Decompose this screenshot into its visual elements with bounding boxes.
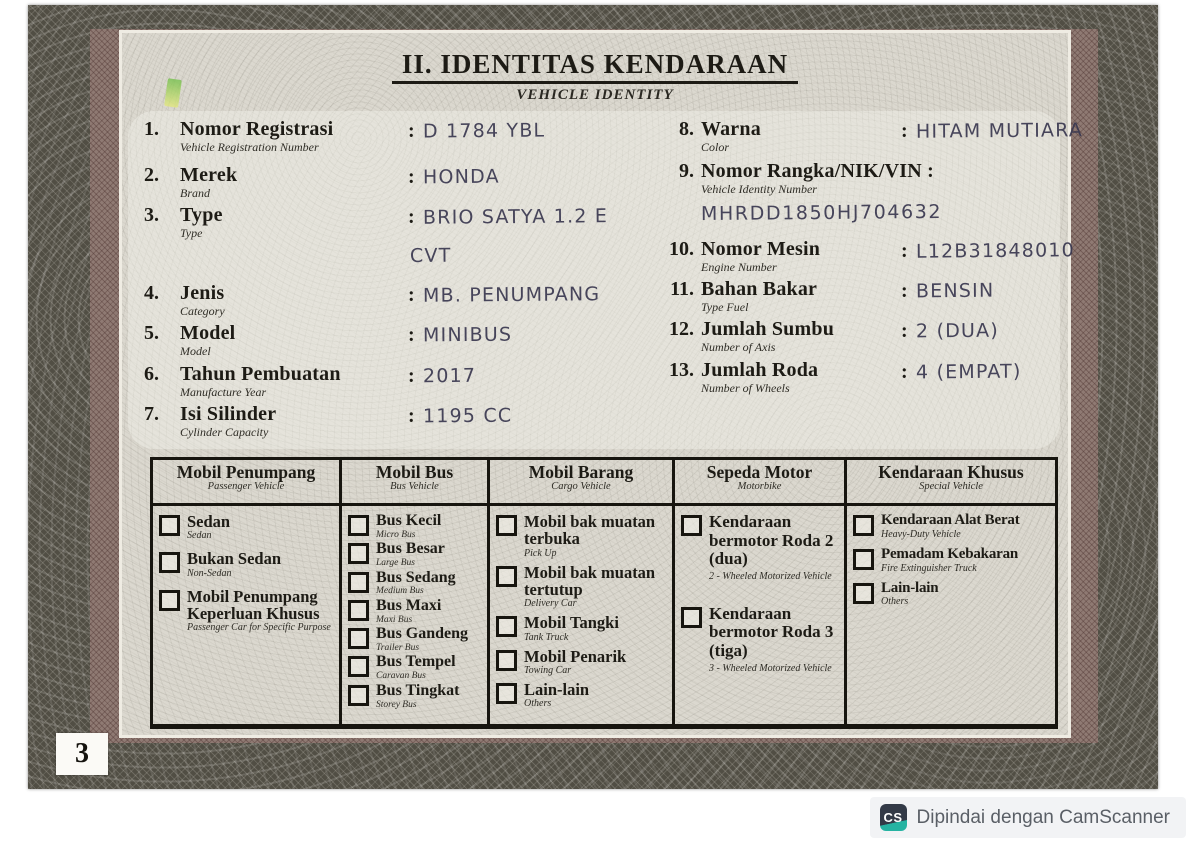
- field-label: Jenis: [180, 282, 225, 304]
- colon-separator: :: [901, 120, 908, 142]
- colon-separator: :: [901, 240, 908, 262]
- field-jenis: [144, 283, 652, 323]
- vehicle-class-table: [150, 457, 1058, 729]
- field-sublabel: Category: [180, 304, 225, 318]
- field-number: 10.: [669, 238, 694, 260]
- camscanner-logo-icon: CS: [880, 804, 907, 831]
- col-header-kendaraan-khusus: Kendaraan Khusus Special Vehicle: [844, 460, 1055, 506]
- page-subtitle: VEHICLE IDENTITY: [516, 87, 674, 103]
- field-sublabel: Number of Wheels: [701, 381, 790, 395]
- merek-value: HONDA: [422, 165, 500, 189]
- col-header-mobil-bus: Mobil Bus Bus Vehicle: [339, 460, 487, 506]
- field-label: Warna: [701, 118, 761, 140]
- document-header: [122, 49, 1068, 104]
- colon-separator: :: [408, 365, 415, 387]
- checkbox-roda-2-icon: [681, 515, 702, 536]
- colon-separator: :: [408, 166, 415, 188]
- colon-separator: :: [408, 324, 415, 346]
- nomor-registrasi-value: D 1784 YBL: [422, 119, 546, 143]
- colon-separator: :: [408, 405, 415, 427]
- camscanner-badge: [870, 797, 1187, 838]
- camscanner-label: Dipindai dengan CamScanner: [916, 806, 1170, 828]
- field-label: Merek: [180, 164, 238, 186]
- checkbox-mobil-tangki-icon: [496, 616, 517, 637]
- field-sublabel: Cylinder Capacity: [180, 425, 269, 439]
- option-roda-3: Kendaraan bermotor Roda 3 (tiga) 3 - Wheeled Motorized Vehicle: [681, 605, 840, 675]
- checkbox-khusus-lain-lain-icon: [853, 583, 874, 604]
- checkbox-bus-tempel-icon: [348, 656, 369, 677]
- option-barang-lain-lain: Lain-lain Others: [496, 681, 668, 709]
- field-label: Model: [180, 322, 236, 344]
- field-tahun-pembuatan: [144, 364, 652, 404]
- option-bus-tingkat: Bus Tingkat Storey Bus: [348, 683, 483, 710]
- field-jumlah-roda: [655, 360, 1068, 404]
- option-roda-2: Kendaraan bermotor Roda 2 (dua) 2 - Wheeled Motorized Vehicle: [681, 513, 840, 583]
- page-title: II. IDENTITAS KENDARAAN: [392, 49, 798, 84]
- field-number: 11.: [670, 278, 694, 300]
- checkbox-bus-besar-icon: [348, 543, 369, 564]
- field-label: Type: [180, 204, 223, 226]
- field-label: Tahun Pembuatan: [180, 363, 341, 385]
- field-sublabel: Color: [701, 140, 730, 154]
- checkbox-bus-tingkat-icon: [348, 685, 369, 706]
- checkbox-bukan-sedan-icon: [159, 552, 180, 573]
- fields-column-left: [144, 119, 652, 448]
- field-model: [144, 323, 652, 364]
- col-header-mobil-penumpang: Mobil Penumpang Passenger Vehicle: [153, 460, 339, 506]
- field-sublabel: Type: [180, 226, 203, 240]
- field-label: Jumlah Roda: [701, 359, 819, 381]
- option-bak-terbuka: Mobil bak muatan terbuka Pick Up: [496, 513, 668, 559]
- isi-silinder-value: 1195 CC: [422, 404, 513, 428]
- fields-column-right: [655, 118, 1083, 404]
- option-bus-gandeng: Bus Gandeng Trailer Bus: [348, 626, 483, 653]
- field-sublabel: Vehicle Identity Number: [701, 182, 817, 196]
- option-alat-berat: Kendaraan Alat Berat Heavy-Duty Vehicle: [853, 513, 1051, 540]
- field-warna: [655, 118, 1083, 161]
- tahun-pembuatan-value: 2017: [422, 364, 476, 388]
- type-value-line1: BRIO SATYA 1.2 E: [422, 205, 608, 229]
- field-label: Nomor Registrasi: [180, 118, 334, 140]
- col-body-mobil-bus: [339, 506, 487, 724]
- checkbox-barang-lain-lain-icon: [496, 683, 517, 704]
- field-label: Bahan Bakar: [701, 278, 818, 300]
- option-bus-kecil: Bus Kecil Micro Bus: [348, 513, 483, 540]
- checkbox-bus-kecil-icon: [348, 515, 369, 536]
- field-number: 5.: [144, 322, 159, 344]
- field-nomor-mesin: [655, 238, 1075, 279]
- colon-separator: :: [901, 320, 908, 342]
- option-mobil-penumpang-khusus: Mobil Penumpang Keperluan Khusus Passenger Car for Specific Purpose: [159, 588, 335, 634]
- field-sublabel: Engine Number: [701, 260, 777, 274]
- option-bus-tempel: Bus Tempel Caravan Bus: [348, 654, 483, 681]
- field-isi-silinder: [144, 404, 652, 448]
- field-number: 12.: [669, 318, 694, 340]
- checkbox-bus-sedang-icon: [348, 572, 369, 593]
- field-sublabel: Manufacture Year: [180, 385, 267, 399]
- option-bukan-sedan: Bukan Sedan Non-Sedan: [159, 550, 335, 578]
- jumlah-roda-value: 4 (EMPAT): [915, 360, 1022, 384]
- field-number: 4.: [144, 282, 159, 304]
- checkbox-bus-gandeng-icon: [348, 628, 369, 649]
- checkbox-bak-terbuka-icon: [496, 515, 517, 536]
- field-number: 6.: [144, 363, 159, 385]
- option-mobil-tangki: Mobil Tangki Tank Truck: [496, 614, 668, 642]
- field-sublabel: Brand: [180, 186, 210, 200]
- guilloche-border: [90, 29, 1098, 743]
- colon-separator: :: [408, 120, 415, 142]
- col-body-kendaraan-khusus: [844, 506, 1055, 724]
- document-interior: [122, 33, 1083, 735]
- checkbox-mobil-penarik-icon: [496, 650, 517, 671]
- field-number: 7.: [144, 403, 159, 425]
- option-mobil-penarik: Mobil Penarik Towing Car: [496, 648, 668, 676]
- colon-separator: :: [408, 206, 415, 228]
- warna-value: HITAM MUTIARA: [915, 119, 1083, 143]
- field-number: 2.: [144, 164, 159, 186]
- option-bus-maxi: Bus Maxi Maxi Bus: [348, 598, 483, 625]
- col-header-mobil-barang: Mobil Barang Cargo Vehicle: [487, 460, 672, 506]
- checkbox-bus-maxi-icon: [348, 600, 369, 621]
- option-pemadam-kebakaran: Pemadam Kebakaran Fire Extinguisher Truck: [853, 547, 1051, 574]
- col-body-mobil-barang: [487, 506, 672, 724]
- field-sublabel: Vehicle Registration Number: [180, 140, 319, 154]
- page-number: 3: [56, 733, 108, 775]
- col-body-mobil-penumpang: [153, 506, 339, 724]
- colon-separator: :: [901, 361, 908, 383]
- bahan-bakar-value: BENSIN: [915, 279, 995, 303]
- field-number: 1.: [144, 118, 159, 140]
- checkbox-bak-tertutup-icon: [496, 566, 517, 587]
- field-type: [144, 205, 652, 283]
- field-label: Isi Silinder: [180, 403, 277, 425]
- col-header-sepeda-motor: Sepeda Motor Motorbike: [672, 460, 844, 506]
- nomor-mesin-value: L12B31848010: [915, 239, 1075, 263]
- field-sublabel: Number of Axis: [701, 340, 776, 354]
- type-value-line2: CVT: [409, 244, 452, 268]
- model-value: MINIBUS: [422, 323, 512, 347]
- option-bak-tertutup: Mobil bak muatan tertutup Delivery Car: [496, 564, 668, 610]
- field-jumlah-sumbu: [655, 319, 1068, 360]
- field-label: Jumlah Sumbu: [701, 318, 835, 340]
- field-number: 8.: [679, 118, 694, 140]
- jumlah-sumbu-value: 2 (DUA): [915, 319, 999, 343]
- field-label: Nomor Rangka/NIK/VIN :: [701, 160, 934, 182]
- field-nomor-rangka: [655, 161, 1068, 239]
- option-sedan: Sedan Sedan: [159, 513, 335, 541]
- option-khusus-lain-lain: Lain-lain Others: [853, 581, 1051, 608]
- checkbox-sedan-icon: [159, 515, 180, 536]
- field-label: Nomor Mesin: [701, 238, 821, 260]
- checkbox-alat-berat-icon: [853, 515, 874, 536]
- nomor-rangka-value: MHRDD1850HJ704632: [700, 200, 943, 226]
- checkbox-mobil-penumpang-khusus-icon: [159, 590, 180, 611]
- field-sublabel: Model: [180, 344, 211, 358]
- field-number: 3.: [144, 204, 159, 226]
- field-number: 13.: [669, 359, 694, 381]
- field-bahan-bakar: [655, 279, 1068, 319]
- checkbox-pemadam-icon: [853, 549, 874, 570]
- scanned-document: [28, 5, 1158, 789]
- jenis-value: MB. PENUMPANG: [422, 283, 601, 307]
- field-sublabel: Type Fuel: [701, 300, 749, 314]
- option-bus-sedang: Bus Sedang Medium Bus: [348, 570, 483, 597]
- colon-separator: :: [408, 284, 415, 306]
- colon-separator: :: [901, 280, 908, 302]
- option-bus-besar: Bus Besar Large Bus: [348, 541, 483, 568]
- checkbox-roda-3-icon: [681, 607, 702, 628]
- field-merek: [144, 165, 652, 205]
- field-number: 9.: [679, 160, 694, 182]
- field-nomor-registrasi: [144, 119, 652, 165]
- col-body-sepeda-motor: [672, 506, 844, 724]
